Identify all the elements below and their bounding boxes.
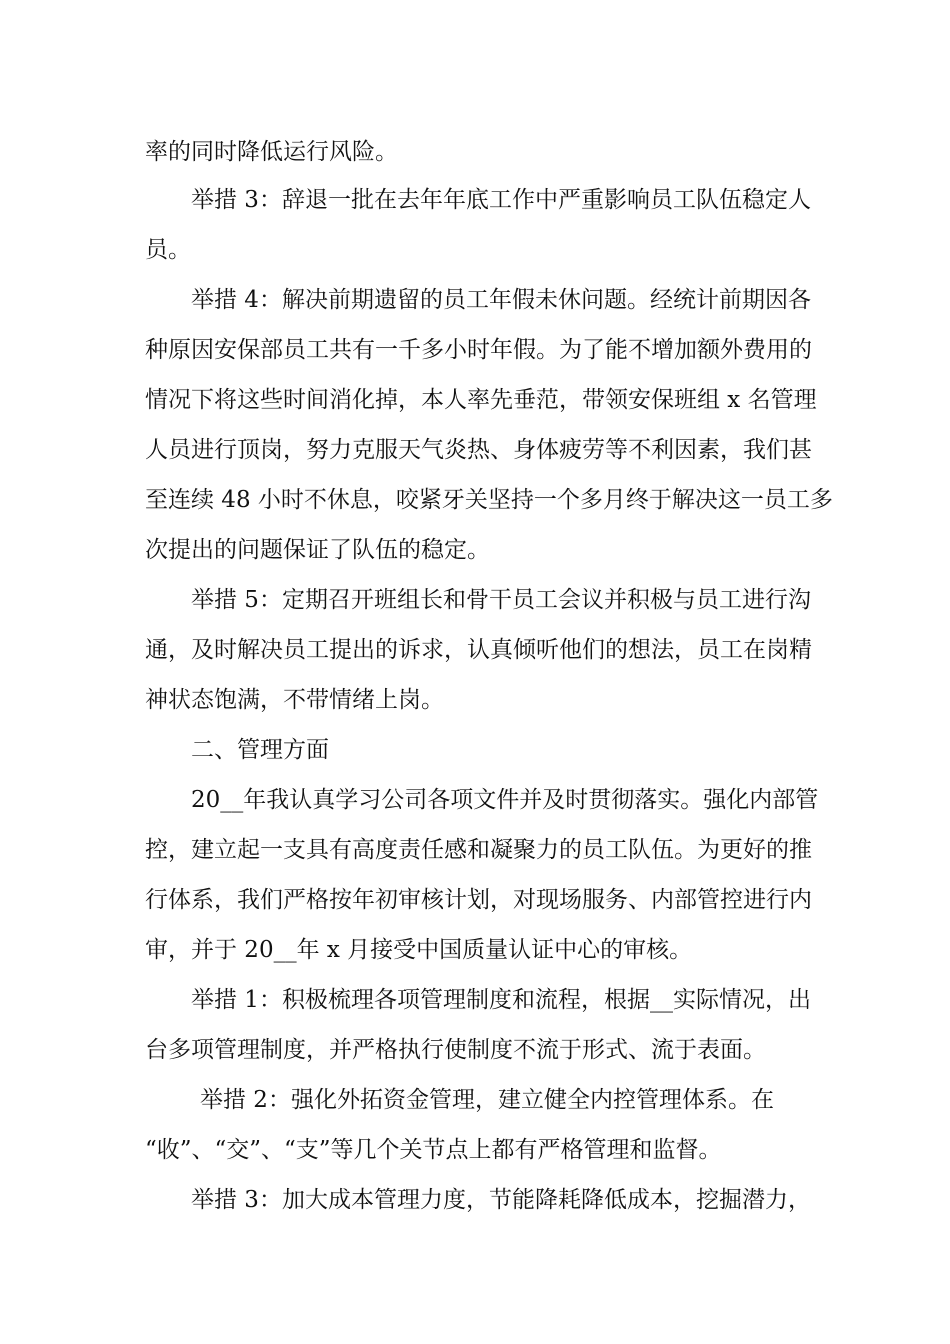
text-line: 举措 3：加大成本管理力度，节能降耗降低成本，挖掘潜力， (191, 1187, 811, 1213)
text-line: 至连续 48 小时不休息，咬紧牙关坚持一个多月终于解决这一员工多 (145, 487, 833, 513)
text-line: 举措 1：积极梳理各项管理制度和流程，根据__实际情况，出 (191, 987, 811, 1013)
text-line: 举措 2：强化外拓资金管理，建立健全内控管理体系。在 (200, 1087, 774, 1113)
text-line: 举措 5：定期召开班组长和骨干员工会议并积极与员工进行沟 (191, 587, 811, 613)
text-line: 举措 4：解决前期遗留的员工年假未休问题。经统计前期因各 (191, 287, 811, 313)
text-line: 率的同时降低运行风险。 (145, 139, 398, 165)
text-line: 台多项管理制度，并严格执行使制度不流于形式、流于表面。 (145, 1037, 766, 1063)
text-line: 员。 (145, 237, 191, 263)
text-line: 神状态饱满，不带情绪上岗。 (145, 687, 444, 713)
text-line: 通，及时解决员工提出的诉求，认真倾听他们的想法，员工在岗精 (145, 637, 812, 663)
text-line: 审，并于 20__年 x 月接受中国质量认证中心的审核。 (145, 937, 693, 963)
text-line: 20__年我认真学习公司各项文件并及时贯彻落实。强化内部管 (191, 787, 819, 813)
text-line: 人员进行顶岗，努力克服天气炎热、身体疲劳等不利因素，我们甚 (145, 437, 812, 463)
text-line: 控，建立起一支具有高度责任感和凝聚力的员工队伍。为更好的推 (145, 837, 812, 863)
text-line: 次提出的问题保证了队伍的稳定。 (145, 537, 490, 563)
section-heading: 二、管理方面 (191, 737, 329, 763)
text-line: 举措 3：辞退一批在去年年底工作中严重影响员工队伍稳定人 (191, 187, 811, 213)
text-line: 情况下将这些时间消化掉，本人率先垂范，带领安保班组 x 名管理 (145, 387, 817, 413)
text-line: 种原因安保部员工共有一千多小时年假。为了能不增加额外费用的 (145, 337, 812, 363)
text-line: “收”、“交”、“支”等几个关节点上都有严格管理和监督。 (145, 1137, 722, 1163)
text-line: 行体系，我们严格按年初审核计划，对现场服务、内部管控进行内 (145, 887, 812, 913)
